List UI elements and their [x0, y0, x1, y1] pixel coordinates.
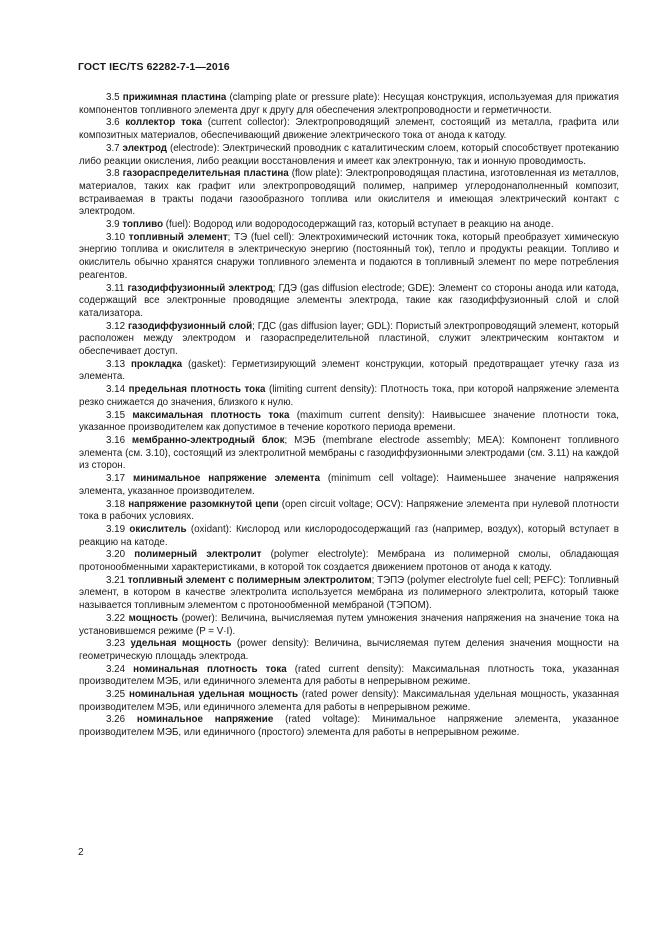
- term-entry: [79, 549, 619, 574]
- term-name: максимальная плотность тока: [132, 409, 290, 421]
- term-name: газодиффузионный слой: [127, 320, 253, 332]
- term-name: напряжение разомкнутой цепи: [128, 498, 279, 510]
- term-definition: (minimum cell voltage): Наименьшее значение напряжения элемента, указанное производителем.: [79, 473, 619, 497]
- term-name: мощность: [128, 612, 179, 624]
- term-separator: [320, 473, 328, 484]
- term-name: полимерный электролит: [134, 549, 262, 561]
- term-definition: (power): Величина, вычисляемая путем умножения значения напряжения на значение тока на установившемся режиме (P = V·I).: [79, 612, 619, 637]
- term-definition: (oxidant): Кислород или кислородосодержащий газ (например, воздух), который вступает в реакцию на катоде.: [79, 523, 619, 548]
- term-number: 3.12: [106, 320, 126, 332]
- term-entry: [79, 410, 619, 435]
- term-name: удельная мощность: [130, 638, 232, 650]
- term-separator: [287, 664, 295, 675]
- term-definition: (polymer electrolyte): Мембрана из полимерной смолы, обладающая протонообменными характеристиками, в которой ток создается движением протонов от анода к катоду.: [79, 549, 619, 574]
- term-separator: [289, 410, 296, 421]
- term-number: 3.8: [106, 168, 120, 180]
- term-name: мембранно-электродный блок: [131, 434, 285, 446]
- term-separator: ;: [284, 434, 295, 446]
- term-name: топливо: [122, 219, 164, 231]
- terms-list: [79, 92, 619, 740]
- term-entry: [79, 689, 619, 714]
- term-entry: [79, 524, 619, 549]
- term-entry: [79, 714, 619, 739]
- term-name: минимальное напряжение элемента: [132, 473, 321, 485]
- term-name: прижимная пластина: [122, 92, 227, 103]
- term-number: 3.24: [106, 663, 126, 675]
- term-name: топливный элемент с полимерным электролитом: [127, 574, 372, 586]
- term-entry: [79, 168, 619, 219]
- term-entry: [79, 638, 619, 663]
- term-number: 3.22: [106, 612, 126, 624]
- term-number: 3.14: [106, 384, 126, 396]
- term-number: 3.20: [106, 549, 126, 561]
- term-number: 3.19: [106, 523, 126, 535]
- term-separator: [261, 549, 270, 560]
- term-entry: [79, 384, 619, 409]
- term-number: 3.15: [106, 409, 126, 421]
- term-entry: [79, 575, 619, 613]
- term-entry: [79, 435, 619, 473]
- term-definition: ГДС (gas diffusion layer; GDL): Пористый электропроводящий элемент, который расположен между электродом и газораспределительной пластиной, служит электрическим контактом и обеспечивает доступ.: [79, 320, 619, 358]
- term-entry: [79, 283, 619, 321]
- term-definition: (clamping plate or pressure plate): Несущая конструкция, используемая для прижатия компонентов топливного элемента друг к другу для обеспечения электропроводности и герметичности.: [79, 92, 619, 116]
- term-definition: МЭБ (membrane electrode assembly; MEA): Компонент топливного элемента (см. 3.10), состоящий из электролитной мембраны с газодиффузионными электродами (см. 3.11) на каждой из сторон.: [79, 434, 619, 472]
- term-number: 3.17: [106, 473, 126, 485]
- term-entry: [79, 219, 619, 232]
- document-header: ГОСТ IEC/TS 62282-7-1—2016: [78, 61, 230, 73]
- term-separator: ;: [371, 574, 378, 586]
- term-name: номинальное напряжение: [136, 714, 274, 726]
- term-definition: (rated voltage): Минимальное напряжение элемента, указанное производителем МЭБ, или единичного (простого) элемента для работы в непрерывном режиме.: [79, 714, 619, 739]
- term-entry: [79, 473, 619, 498]
- term-definition: (current collector): Электропроводящий элемент, состоящий из металла, графита или композитных материалов, обеспечивающий движение электрического тока от анода к катоду.: [79, 117, 619, 142]
- term-definition: (rated power density): Максимальная удельная мощность, указанная производителем МЭБ, или единичного элемента для работы в непрерывном режиме.: [79, 689, 619, 713]
- term-entry: [79, 321, 619, 359]
- term-name: газораспределительная пластина: [122, 168, 289, 180]
- term-definition: (gasket): Герметизирующий элемент конструкции, который предотвращает утечку газа из элемента.: [79, 358, 619, 383]
- term-number: 3.11: [106, 282, 125, 294]
- term-entry: [79, 613, 619, 638]
- term-name: предельная плотность тока: [128, 384, 266, 396]
- term-number: 3.18: [106, 498, 126, 510]
- term-name: прокладка: [130, 358, 183, 370]
- term-entry: [79, 359, 619, 384]
- term-definition: (rated current density): Максимальная плотность тока, указанная производителем МЭБ, или единичного элемента для работы в непрерывном режиме.: [79, 663, 620, 688]
- term-number: 3.25: [106, 689, 126, 701]
- term-number: 3.5: [106, 92, 120, 103]
- term-definition: (fuel): Водород или водородосодержащий газ, который вступает в реакцию на аноде.: [165, 219, 554, 231]
- term-number: 3.9: [106, 219, 120, 231]
- page-number: 2: [78, 847, 84, 858]
- term-name: газодиффузионный электрод: [127, 282, 273, 294]
- term-separator: ;: [252, 320, 258, 332]
- term-definition: (power density): Величина, вычисляемая путем деления значения мощности на геометрическую площадь электрода.: [79, 638, 619, 662]
- term-definition: (flow plate): Электропроводящая пластина, изготовленная из металлов, материалов, таких как графит или электропроводящий полимер, например углеродонаполненный композит, встраиваемая в тракты подачи газообразного топлива или окислителя и имеющая электрический контакт с электродом.: [79, 168, 619, 218]
- term-number: 3.26: [106, 714, 126, 726]
- term-number: 3.13: [106, 358, 126, 370]
- term-separator: ;: [272, 282, 279, 294]
- term-entry: [79, 117, 619, 142]
- term-name: коллектор тока: [125, 117, 202, 129]
- term-entry: [79, 664, 619, 689]
- term-separator: ;: [227, 231, 235, 243]
- term-number: 3.23: [106, 638, 126, 650]
- term-definition: ГДЭ (gas diffusion electrode; GDE): Элемент со стороны анода или катода, содержащий все электронные проводящие элементы электрода, такие как газодиффузионный слой и слой катализатора.: [79, 282, 619, 319]
- term-separator: [273, 714, 285, 725]
- term-name: номинальная плотность тока: [133, 663, 287, 675]
- term-entry: [79, 232, 619, 283]
- term-definition: ТЭ (fuel cell): Электрохимический источник тока, который преобразует химическую энергию топлива и окислителя в электрическую энергию (постоянный ток), тепло и продукты реакции. Топливо и окислитель обычно хранятся снаружи топливного элемента и подаются в топливный элемент по мере потребления реагентов.: [79, 231, 620, 281]
- term-number: 3.16: [106, 434, 126, 446]
- term-definition: (open circuit voltage; OCV): Напряжение элемента при нулевой плотности тока в рабочих условиях.: [79, 498, 619, 523]
- term-definition: (electrode): Электрический проводник с каталитическим слоем, который способствует протеканию либо реакции окисления, либо реакции восстановления и имеет как электронную, так и ионную проводимость.: [79, 142, 619, 167]
- term-definition: ТЭПЭ (polymer electrolyte fuel cell; PEFC): Топливный элемент, в котором в качестве электролита используется мембрана из полимерного электролита, который также называется топливным элементом с протонообменной мембраной (ТЭПОМ).: [79, 574, 619, 612]
- term-entry: [79, 499, 619, 524]
- term-number: 3.7: [106, 142, 120, 154]
- term-name: электрод: [122, 142, 168, 154]
- term-name: топливный элемент: [128, 231, 228, 243]
- term-entry: [79, 143, 619, 168]
- term-name: номинальная удельная мощность: [128, 689, 299, 701]
- term-number: 3.21: [106, 574, 126, 586]
- term-entry: [79, 92, 619, 117]
- term-definition: (maximum current density): Наивысшее значение плотности тока, указанное производителем как допустимое в течение короткого периода времени.: [79, 409, 619, 434]
- term-number: 3.10: [106, 231, 126, 243]
- term-name: окислитель: [129, 523, 187, 535]
- term-definition: (limiting current density): Плотность тока, при которой напряжение элемента резко снижается до значения, близкого к нулю.: [79, 384, 619, 408]
- term-number: 3.6: [106, 117, 120, 129]
